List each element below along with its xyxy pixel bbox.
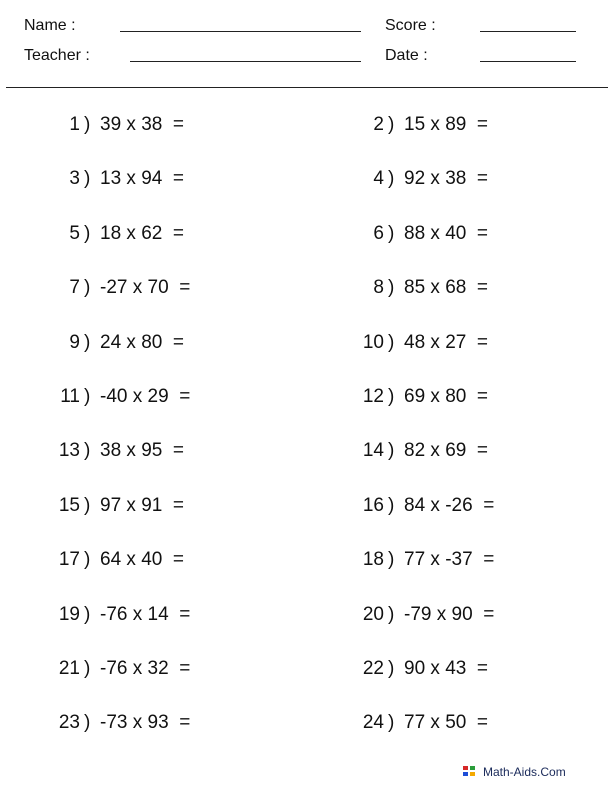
problem-paren: ): [388, 549, 395, 570]
problem-expression: 97 x 91 =: [100, 495, 184, 516]
problem-expression: 90 x 43 =: [404, 658, 488, 679]
problem-number: 20: [362, 604, 384, 625]
problem-expression: -27 x 70 =: [100, 277, 191, 298]
problem-number: 7: [69, 277, 80, 298]
score-label: Score :: [385, 17, 436, 34]
problem-item: [46, 168, 184, 190]
problem-paren: ): [84, 332, 91, 353]
problem-paren: ): [388, 386, 395, 407]
problem-item: [46, 277, 190, 299]
problem-item: [350, 549, 494, 571]
problem-number: 14: [362, 440, 384, 461]
problem-paren: ): [388, 332, 395, 353]
problem-item: [350, 495, 494, 517]
header-divider: [6, 87, 608, 88]
problem-number: 24: [362, 712, 384, 733]
problem-paren: ): [388, 168, 395, 189]
problem-paren: ): [388, 712, 395, 733]
problem-number: 22: [362, 658, 384, 679]
problem-number: 15: [58, 495, 80, 516]
problem-item: [46, 440, 184, 462]
problem-item: [350, 114, 488, 136]
problem-expression: 82 x 69 =: [404, 440, 488, 461]
problem-expression: 38 x 95 =: [100, 440, 184, 461]
problem-item: [46, 549, 184, 571]
problem-number: 11: [60, 386, 80, 407]
problem-item: [46, 386, 190, 408]
problem-paren: ): [84, 604, 91, 625]
problem-paren: ): [84, 712, 91, 733]
problem-item: [46, 114, 184, 136]
problem-item: [350, 604, 494, 626]
problem-expression: 77 x -37 =: [404, 549, 495, 570]
teacher-field-line[interactable]: [130, 61, 361, 62]
problem-expression: -73 x 93 =: [100, 712, 191, 733]
problem-item: [350, 712, 488, 734]
logo-square-green: [470, 766, 475, 770]
problem-expression: 48 x 27 =: [404, 332, 488, 353]
score-field-line[interactable]: [480, 31, 576, 32]
logo-square-red: [463, 766, 468, 770]
problem-expression: 15 x 89 =: [404, 114, 488, 135]
problem-paren: ): [84, 549, 91, 570]
problem-number: 21: [58, 658, 80, 679]
problem-item: [350, 277, 488, 299]
problem-number: 18: [362, 549, 384, 570]
problem-number: 3: [69, 168, 80, 189]
problem-paren: ): [84, 277, 91, 298]
problem-number: 6: [373, 223, 384, 244]
date-label: Date :: [385, 47, 428, 64]
problem-item: [350, 658, 488, 680]
problem-expression: 84 x -26 =: [404, 495, 495, 516]
problem-number: 4: [373, 168, 384, 189]
problem-expression: -40 x 29 =: [100, 386, 191, 407]
problem-number: 9: [69, 332, 80, 353]
problem-item: [46, 332, 184, 354]
problem-number: 8: [373, 277, 384, 298]
problem-number: 23: [58, 712, 80, 733]
problem-expression: 92 x 38 =: [404, 168, 488, 189]
problem-paren: ): [84, 386, 91, 407]
problem-number: 5: [69, 223, 80, 244]
problem-item: [46, 712, 190, 734]
problem-number: 19: [58, 604, 80, 625]
problem-item: [46, 223, 184, 245]
problem-expression: 13 x 94 =: [100, 168, 184, 189]
problem-expression: 85 x 68 =: [404, 277, 488, 298]
problem-expression: -76 x 14 =: [100, 604, 191, 625]
problem-item: [350, 168, 488, 190]
problem-item: [46, 604, 190, 626]
logo-square-yellow: [470, 772, 475, 776]
problem-expression: 18 x 62 =: [100, 223, 184, 244]
problem-expression: -76 x 32 =: [100, 658, 191, 679]
brand-text: Math-Aids.Com: [483, 765, 566, 779]
problem-expression: 77 x 50 =: [404, 712, 488, 733]
problem-paren: ): [84, 495, 91, 516]
footer-brand: [463, 765, 566, 779]
problem-paren: ): [388, 277, 395, 298]
problem-paren: ): [388, 604, 395, 625]
problem-paren: ): [84, 168, 91, 189]
problem-paren: ): [84, 223, 91, 244]
problem-item: [46, 658, 190, 680]
problem-number: 2: [373, 114, 384, 135]
problem-item: [350, 386, 488, 408]
problem-item: [350, 332, 488, 354]
name-label: Name :: [24, 17, 76, 34]
problem-number: 17: [58, 549, 80, 570]
date-field-line[interactable]: [480, 61, 576, 62]
problem-expression: 88 x 40 =: [404, 223, 488, 244]
problem-paren: ): [388, 658, 395, 679]
problem-number: 1: [69, 114, 80, 135]
logo-square-blue: [463, 772, 468, 776]
name-field-line[interactable]: [120, 31, 361, 32]
problem-expression: 24 x 80 =: [100, 332, 184, 353]
problem-paren: ): [388, 495, 395, 516]
problem-paren: ): [388, 223, 395, 244]
problem-expression: 69 x 80 =: [404, 386, 488, 407]
problem-paren: ): [388, 440, 395, 461]
math-aids-logo-icon: [463, 766, 477, 778]
problem-expression: 64 x 40 =: [100, 549, 184, 570]
problem-number: 10: [362, 332, 384, 353]
problem-paren: ): [84, 440, 91, 461]
teacher-label: Teacher :: [24, 47, 90, 64]
problem-paren: ): [388, 114, 395, 135]
problem-number: 12: [362, 386, 384, 407]
problem-item: [46, 495, 184, 517]
problem-expression: 39 x 38 =: [100, 114, 184, 135]
problem-expression: -79 x 90 =: [404, 604, 495, 625]
problem-paren: ): [84, 114, 91, 135]
problem-item: [350, 440, 488, 462]
problem-item: [350, 223, 488, 245]
problem-paren: ): [84, 658, 91, 679]
problem-number: 16: [362, 495, 384, 516]
problem-number: 13: [58, 440, 80, 461]
